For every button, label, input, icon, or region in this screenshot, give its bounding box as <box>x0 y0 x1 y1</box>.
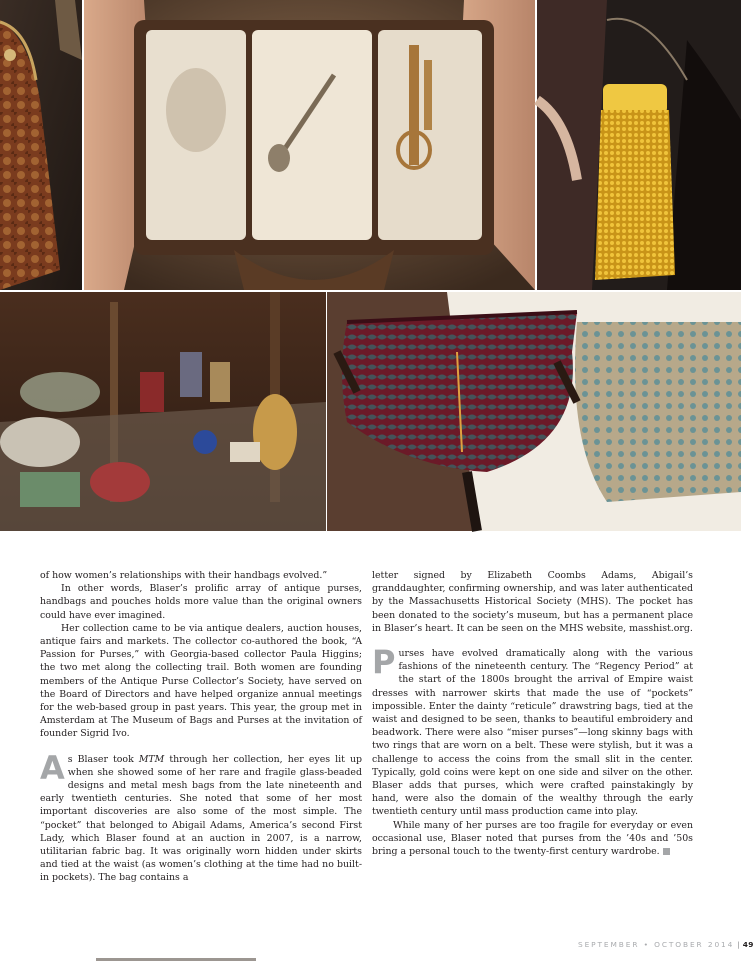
brocade-purse-photo <box>0 0 82 290</box>
article-paragraph: In other words, Blaser’s prolific array of antique purses, handbags and pouches holds more value than the original owners could have ever imagined. <box>40 583 362 621</box>
yellow-beaded-mesh-bag-photo <box>537 0 741 290</box>
drop-cap: P <box>372 643 396 682</box>
paragraph-text: through her collection, her eyes lit up when she showed some of her rare and fragile glass-beaded designs and metal mesh bags from the late nineteenth and early twentieth centuries. She noted that some of her most important discoveries are also some of the most simple. The “pocket” that belonged to Abigail Adams, America’s second First Lady, which Blaser found at an auction in 2007, is a narrow, utilitarian fabric bag. It was originally worn hidden under skirts and tied at the waist (as women’s clothing at the time had no built-in pockets). The bag contains a <box>40 753 362 884</box>
purse-collection-display-photo <box>0 292 326 531</box>
drop-cap: A <box>40 748 65 787</box>
article-paragraph: of how women’s relationships with their handbags evolved.” <box>40 570 328 581</box>
article-paragraph: letter signed by Elizabeth Coombs Adams, Abigail’s granddaughter, confirming ownership, and was later authenticated by the Massachusetts Historical Society (MHS). The pocket has been donated to the society’s museum, but has a permanent place in Blaser’s heart. It can be seen on the MHS website, masshist.org. <box>372 570 693 634</box>
article-paragraph: Her collection came to be via antique dealers, auction houses, antique fairs and markets. The collector co-authored the book, “A Passion for Purses,” with Georgia-based collector Paula Higgins; the two met along the collecting trail. Both women are founding members of the Antique Purse Collector’s Society, have served on the Board of Directors and have helped organize annual meetings for the web-based group in past years. This year, the group met in Amsterdam at The Museum of Bags and Purses at the invitation of founder Sigrid Ivo. <box>40 622 362 740</box>
article-column-left <box>40 569 362 885</box>
article-paragraph <box>372 819 693 859</box>
article-paragraph-dropcap <box>40 748 362 885</box>
folio-separator: | <box>737 940 740 949</box>
end-mark-icon <box>663 848 670 855</box>
publication-name: MTM <box>138 753 165 765</box>
sewing-kit-case-photo <box>84 0 535 290</box>
paragraph-text: urses have evolved dramatically along with the various fashions of the nineteenth century. The “Regency Period” at the start of the 1800s brought the arrival of Empire waist dresses with narrower skirts that made the use of “pockets” impossible. Enter the dainty “reticule” drawstring bags, tied at the waist and designed to be seen, thanks to beautiful embroidery and beadwork. There were also “miser purses”—long skinny bags with two rings that are worn on a belt. These were stylish, but it was a challenge to access the coins from the small slit in the center. Typically, gold coins were kept on one side and silver on the other. Blaser adds that purses, which were crafted painstakingly by hand, were also the domain of the wealthy through the early twentieth century until mass production came into play. <box>372 648 693 818</box>
page-folio <box>578 940 754 949</box>
paragraph-text: While many of her purses are too fragile for everyday or even occasional use, Blaser noted that purses from the ’40s and ’50s bring a personal touch to the twenty-first century wardrobe. <box>372 819 693 858</box>
issue-date: SEPTEMBER • OCTOBER 2014 <box>578 940 735 949</box>
page-number: 49 <box>742 940 754 949</box>
article-paragraph-dropcap <box>372 643 693 819</box>
embroidered-pocket-bag-photo <box>327 292 741 531</box>
paragraph-text: s Blaser took <box>67 753 139 765</box>
article-column-right <box>372 569 693 858</box>
